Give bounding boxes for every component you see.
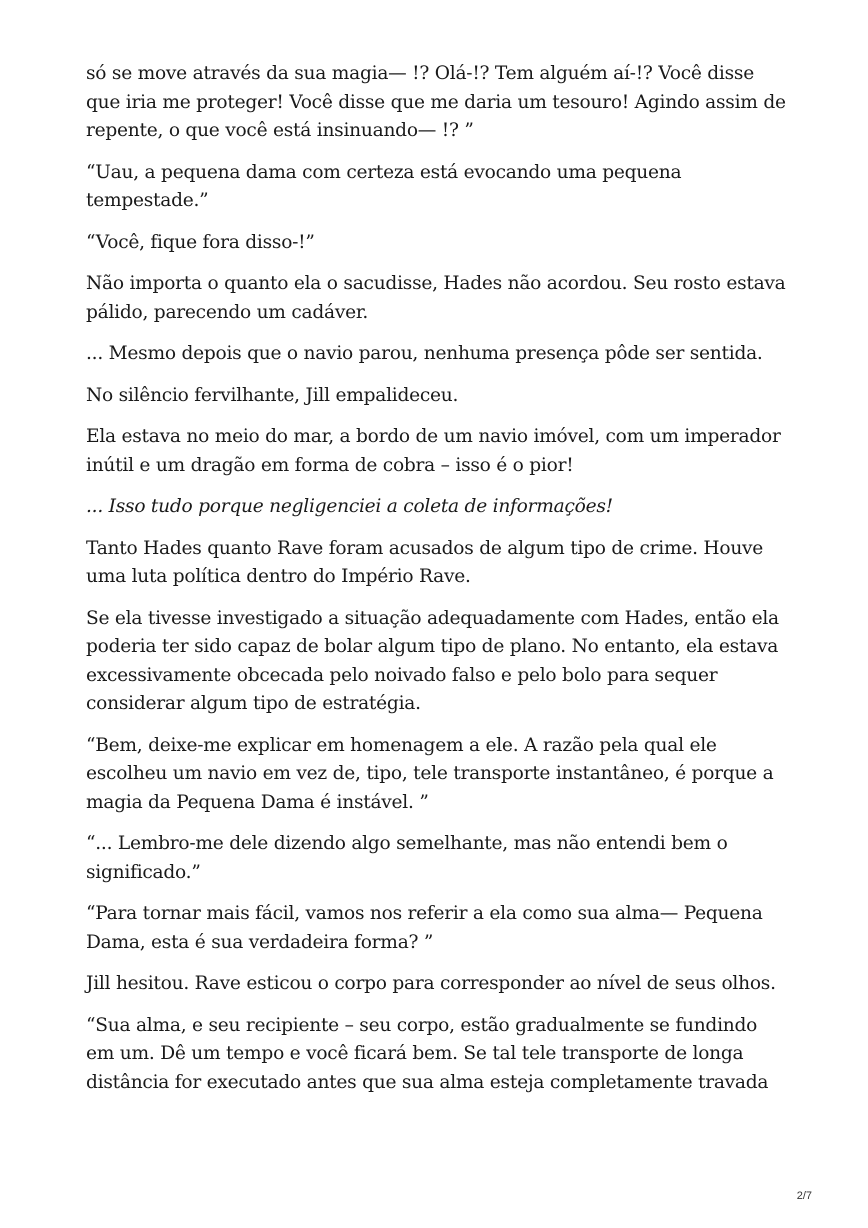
paragraph-10: Se ela tivesse investigado a situação adequadamente com Hades, então ela poderia ter sido capaz de bolar algum tipo de plano. No entanto, ela estava excessivamente obcecada pelo noivado falso e pelo bolo para sequer considerar algum tipo de estratégia. <box>86 607 779 714</box>
paragraph-12: “... Lembro-me dele dizendo algo semelhante, mas não entendi bem o significado.” <box>86 833 728 883</box>
paragraph-13: “Para tornar mais fácil, vamos nos referir a ela como sua alma— Pequena Dama, esta é sua verdadeira forma? ” <box>86 903 763 953</box>
paragraph-7: Ela estava no meio do mar, a bordo de um navio imóvel, com um imperador inútil e um dragão em forma de cobra – isso é o pior! <box>86 426 781 476</box>
paragraph-2: “Uau, a pequena dama com certeza está evocando uma pequena tempestade.” <box>86 161 682 211</box>
paragraph-14: Jill hesitou. Rave esticou o corpo para corresponder ao nível de seus olhos. <box>86 973 776 994</box>
paragraph-11: “Bem, deixe-me explicar em homenagem a ele. A razão pela qual ele escolheu um navio em vez de, tipo, tele transporte instantâneo, é porque a magia da Pequena Dama é instável. ” <box>86 734 774 813</box>
document-page <box>86 60 786 1110</box>
paragraph-4: Não importa o quanto ela o sacudisse, Hades não acordou. Seu rosto estava pálido, parecendo um cadáver. <box>86 273 786 323</box>
page-number: 2/7 <box>796 1190 812 1202</box>
paragraph-15: “Sua alma, e seu recipiente – seu corpo, estão gradualmente se fundindo em um. Dê um tempo e você ficará bem. Se tal tele transporte de longa distância for executado antes que sua alma esteja completamente travada <box>86 1014 769 1093</box>
paragraph-6: No silêncio fervilhante, Jill empalideceu. <box>86 384 459 406</box>
paragraph-9: Tanto Hades quanto Rave foram acusados de algum tipo de crime. Houve uma luta política dentro do Império Rave. <box>86 537 764 587</box>
paragraph-5: ... Mesmo depois que o navio parou, nenhuma presença pôde ser sentida. <box>86 343 763 364</box>
paragraph-3: “Você, fique fora disso-!” <box>86 231 315 253</box>
paragraph-1: só se move através da sua magia— !? Olá-!? Tem alguém aí-!? Você disse que iria me proteger! Você disse que me daria um tesouro! Agindo assim de repente, o que você está insinuando— !? ” <box>86 63 786 141</box>
paragraph-8-italic-thought: ... Isso tudo porque negligenciei a coleta de informações! <box>86 496 613 517</box>
